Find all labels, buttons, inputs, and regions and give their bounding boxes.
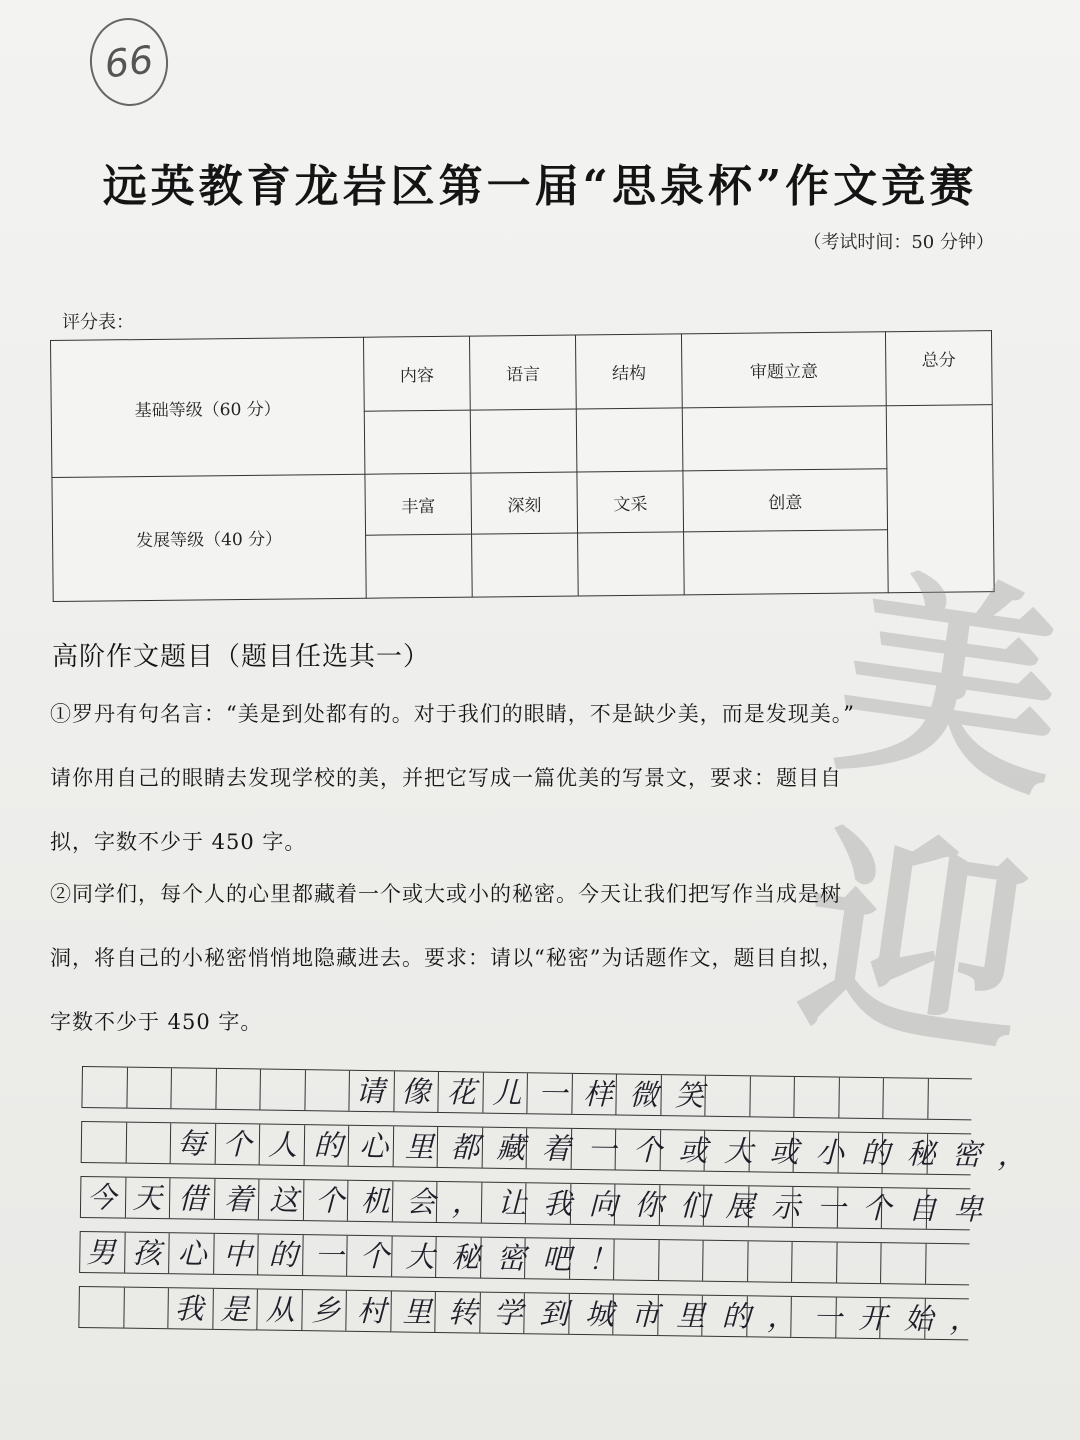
prompt-one-line: 请你用自己的眼睛去发现学校的美，并把它写成一篇优美的写景文，要求：题目自 xyxy=(50,766,842,790)
score-header-total: 总分 xyxy=(885,331,992,406)
score-cell-depth xyxy=(472,533,579,597)
score-cell-structure xyxy=(576,408,683,472)
essay-grid-cell xyxy=(81,1067,126,1108)
essay-grid-cell xyxy=(126,1068,171,1109)
essay-grid-cell xyxy=(702,1241,747,1282)
prompt-one xyxy=(50,682,1030,874)
essay-grid-cell xyxy=(125,1123,170,1164)
score-header-literary: 文采 xyxy=(577,471,684,533)
essay-grid-cell xyxy=(215,1069,260,1110)
essay-grid-cell xyxy=(749,1076,794,1117)
handwritten-page-number xyxy=(86,14,173,110)
essay-grid-row xyxy=(79,1231,969,1285)
essay-grid-cell xyxy=(925,1244,970,1285)
essay-grid-row xyxy=(80,1176,1000,1230)
background-watermark: 美 迎 xyxy=(788,541,1079,1087)
score-cell-theme xyxy=(683,406,887,471)
essay-grid-row xyxy=(81,1121,1044,1175)
score-cell-total xyxy=(886,405,994,593)
essay-grid-cell xyxy=(81,1122,126,1163)
page-number-text: 66 xyxy=(102,37,156,87)
essay-grid-cell xyxy=(170,1068,215,1109)
score-cell-language xyxy=(470,409,577,473)
prompt-two-line: 字数不少于 450 字。 xyxy=(50,1010,263,1034)
score-header-language: 语言 xyxy=(470,335,577,410)
prompt-two xyxy=(50,862,1030,1054)
essay-grid-cell xyxy=(791,1242,836,1283)
score-cell-richness xyxy=(366,534,473,598)
essay-grid-cell xyxy=(793,1077,838,1118)
essay-grid-cell xyxy=(123,1288,168,1329)
essay-grid-cell xyxy=(836,1243,881,1284)
essay-grid-cell xyxy=(78,1287,123,1328)
score-cell-content xyxy=(364,410,471,474)
handwritten-line: 男孩心中的一个大秘密吧！ xyxy=(86,1235,634,1277)
handwritten-line: 我是从乡村里转学到城市里的，一开始， xyxy=(174,1291,996,1337)
dev-level-label: 发展等级（40 分） xyxy=(52,474,366,601)
score-cell-creativity xyxy=(684,530,888,595)
essay-grid-cell xyxy=(304,1070,349,1111)
essay-grid-cell xyxy=(658,1240,703,1281)
handwritten-line: 今天借着这个机会，让我向你们展示一个自卑 xyxy=(86,1180,1000,1227)
score-table-label: 评分表： xyxy=(62,312,134,333)
essay-grid-cell xyxy=(259,1069,304,1110)
score-cell-literary xyxy=(578,532,685,596)
essay-grid-cell xyxy=(880,1243,925,1284)
prompt-one-line: ①罗丹有句名言：“美是到处都有的。对于我们的眼睛，不是缺少美，而是发现美。” xyxy=(50,702,855,726)
score-header-content: 内容 xyxy=(363,336,470,411)
essay-writing-grid xyxy=(78,1066,1044,1372)
handwritten-line: 每个人的心里都藏着一个或大或小的秘密， xyxy=(176,1126,1044,1173)
prompt-one-line: 拟，字数不少于 450 字。 xyxy=(50,830,307,854)
exam-time-note: （考试时间：50 分钟） xyxy=(803,232,994,253)
prompt-two-line: ②同学们，每个人的心里都藏着一个或大或小的秘密。今天让我们把写作当成是树 xyxy=(50,882,842,906)
score-header-theme: 审题立意 xyxy=(682,332,886,408)
section-title: 高阶作文题目（题目任选其一） xyxy=(52,642,431,672)
page-title: 远英教育龙岩区第一届“思泉杯”作文竞赛 xyxy=(102,161,978,212)
score-header-depth: 深刻 xyxy=(471,472,578,534)
essay-grid-cell xyxy=(927,1079,972,1120)
essay-grid-row xyxy=(78,1286,996,1340)
essay-grid-cell xyxy=(838,1078,883,1119)
handwritten-line: 请像花儿一样微笑 xyxy=(355,1073,721,1113)
score-header-structure: 结构 xyxy=(576,334,683,409)
score-header-creativity: 创意 xyxy=(683,469,887,532)
essay-grid-cell xyxy=(747,1241,792,1282)
score-header-richness: 丰富 xyxy=(365,473,472,535)
basic-level-label: 基础等级（60 分） xyxy=(51,337,365,477)
essay-grid-row xyxy=(81,1066,971,1120)
essay-grid-cell xyxy=(882,1078,927,1119)
score-table xyxy=(50,330,995,602)
prompt-two-line: 洞，将自己的小秘密悄悄地隐藏进去。要求：请以“秘密”为话题作文，题目自拟， xyxy=(50,946,844,970)
